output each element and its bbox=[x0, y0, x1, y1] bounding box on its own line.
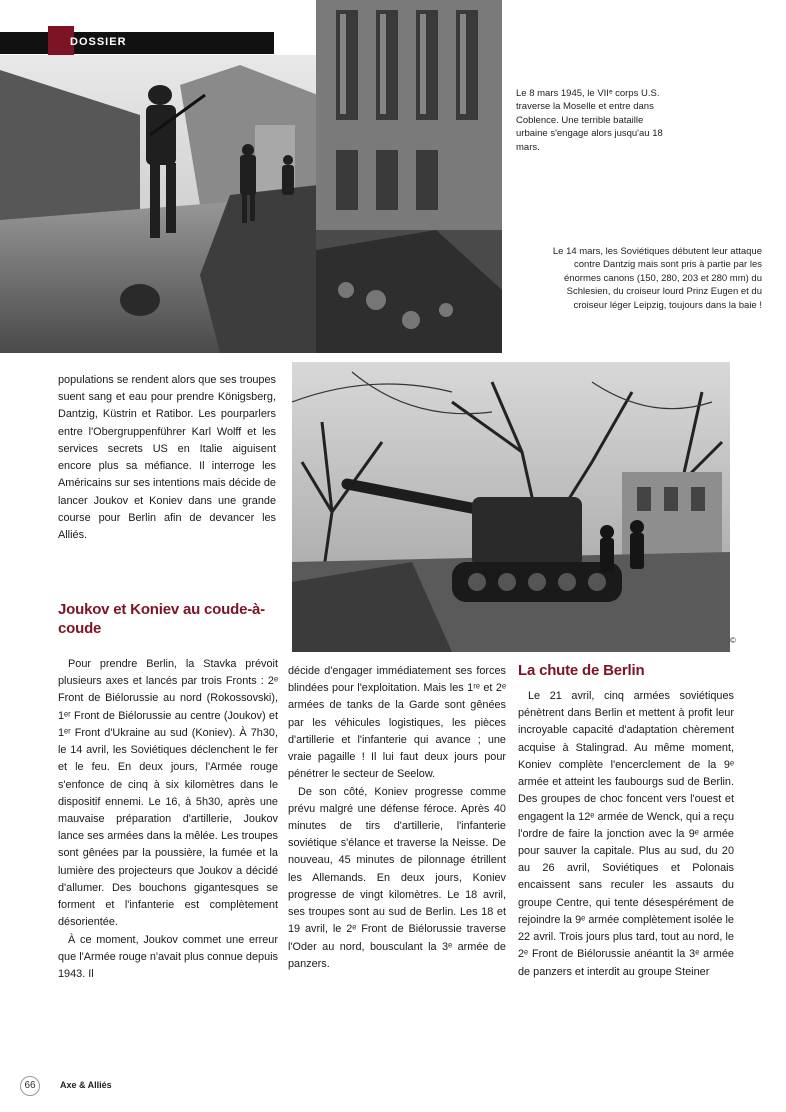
intro-paragraph: populations se rendent alors que ses troupes suent sang et eau pour prendre Königsberg, Dantzig, Küstrin et Ratibor. Les pourparlers entre l'Obergruppenführer Karl Wolff et les services secrets US en Italie aiguisent encore plus sa méfiance. Il interroge les Américains sur ses intentions mais décide de lancer Joukov et Koniev dans une grande course pour Berlin afin de devancer les Alliés. bbox=[58, 374, 276, 541]
photo-building-facade bbox=[316, 0, 502, 353]
magazine-name: Axe & Alliés bbox=[60, 1080, 112, 1090]
section-heading-joukov-koniev: Joukov et Koniev au coude-à-coude bbox=[58, 601, 265, 637]
column-2-paragraph-2: De son côté, Koniev progresse comme prévu malgré une défense féroce. Après 40 minutes de tirs d'artillerie, l'infanterie soviétique s'élance et traverse la Neisse. De nouveau, 45 minutes de pilonnage étrillent les Allemands. En deux jours, Koniev progresse de vingt kilomètres. Le 18 avril, ses troupes sont au sud de Berlin. Les 18 et 19 avril, le 2ᵉ Front de Biélorussie traverse l'Oder au nord, bousculant la 3ᵉ armée de panzers. bbox=[288, 785, 506, 970]
text-column-1 bbox=[58, 656, 278, 983]
column-3-paragraph-1: Le 21 avril, cinq armées soviétiques pénètrent dans Berlin et mettent à profit leur incroyable capacité d'adaptation chèrement acquise à Stalingrad. Au même moment, Koniev complète l'encerclement de la 9ᵉ armée et atteint les faubourgs sud de Berlin. Des groupes de choc foncent vers l'ouest et engagent la 12ᵉ armée de Wenck, qui a reçu l'ordre de faire la jonction avec la 9ᵉ armée pour sauver la capitale. Plus au sud, du 20 au 26 avril, Soviétiques et Polonais encaissent sans reculer les assauts du groupe Centre, qui tente désespérément de rejoindre la 9ᵉ armée complètement isolée le 22 avril. Trois jours plus tard, tout au nord, le 2ᵉ Front de Biélorussie anéantit la 3ᵉ armée de panzers et interdit au groupe Steiner bbox=[518, 690, 734, 978]
section-heading-chute-berlin: La chute de Berlin bbox=[518, 662, 645, 679]
section-label: DOSSIER bbox=[70, 36, 127, 48]
column-1-paragraph-1: Pour prendre Berlin, la Stavka prévoit plusieurs axes et lancés par trois Fronts : 2ᵉ Front de Biélorussie au nord (Rokossovski), 1ᵉʳ Front de Biélorussie au centre (Joukov) et 1ᵉʳ Front d'Ukraine au sud (Koniev). À 7h30, le 14 avril, les Soviétiques déclenchent le fer et le feu. En deux jours, l'Armée rouge s'enfonce de cinq à six kilomètres dans le dispositif ennemi. Le 16, à 5h30, après une mauvaise préparation d'artillerie, Joukov lance ses armées dans la mêlée. Les troupes sont gênées par la poussière, la fumée et la lumière des projecteurs que Joukov a décidé d'allumer. Des bouchons gigantesques se forment et l'infanterie est complètement désorientée. bbox=[58, 658, 278, 929]
photo-credit: © bbox=[730, 636, 736, 645]
text-column-2 bbox=[288, 663, 506, 973]
header-band bbox=[0, 32, 274, 54]
column-1-paragraph-2: À ce moment, Joukov commet une erreur que l'Armée rouge n'avait plus connue depuis 1943. Il bbox=[58, 933, 278, 980]
photo-artillery-gun bbox=[292, 362, 730, 652]
photo-soldiers-street bbox=[0, 55, 318, 353]
page-number: 66 bbox=[20, 1076, 40, 1096]
caption-photo-1: Le 8 mars 1945, le VIIᵉ corps U.S. traverse la Moselle et entre dans Coblence. Une terrible bataille urbaine s'engage alors jusqu'au 18 mars. bbox=[516, 88, 663, 153]
intro-text-column bbox=[58, 372, 276, 544]
text-column-3 bbox=[518, 688, 734, 981]
column-2-paragraph-1: décide d'engager immédiatement ses forces blindées pour l'exploitation. Mais les 1ʳᵉ et 2ᵉ armées de tanks de la Garde sont gênées par les véhicules logistiques, les pièces d'artillerie et l'infanterie qui avance ; une vraie pagaille ! Il lui faut deux jours pour pénétrer le secteur de Seelow. bbox=[288, 665, 506, 781]
caption-photo-2: Le 14 mars, les Soviétiques débutent leur attaque contre Dantzig mais sont pris à partie par les énormes canons (150, 280, 203 et 280 mm) du Schlesien, du croiseur lourd Prinz Eugen et du croiseur léger Leipzig, toujours dans la baie ! bbox=[552, 246, 762, 311]
